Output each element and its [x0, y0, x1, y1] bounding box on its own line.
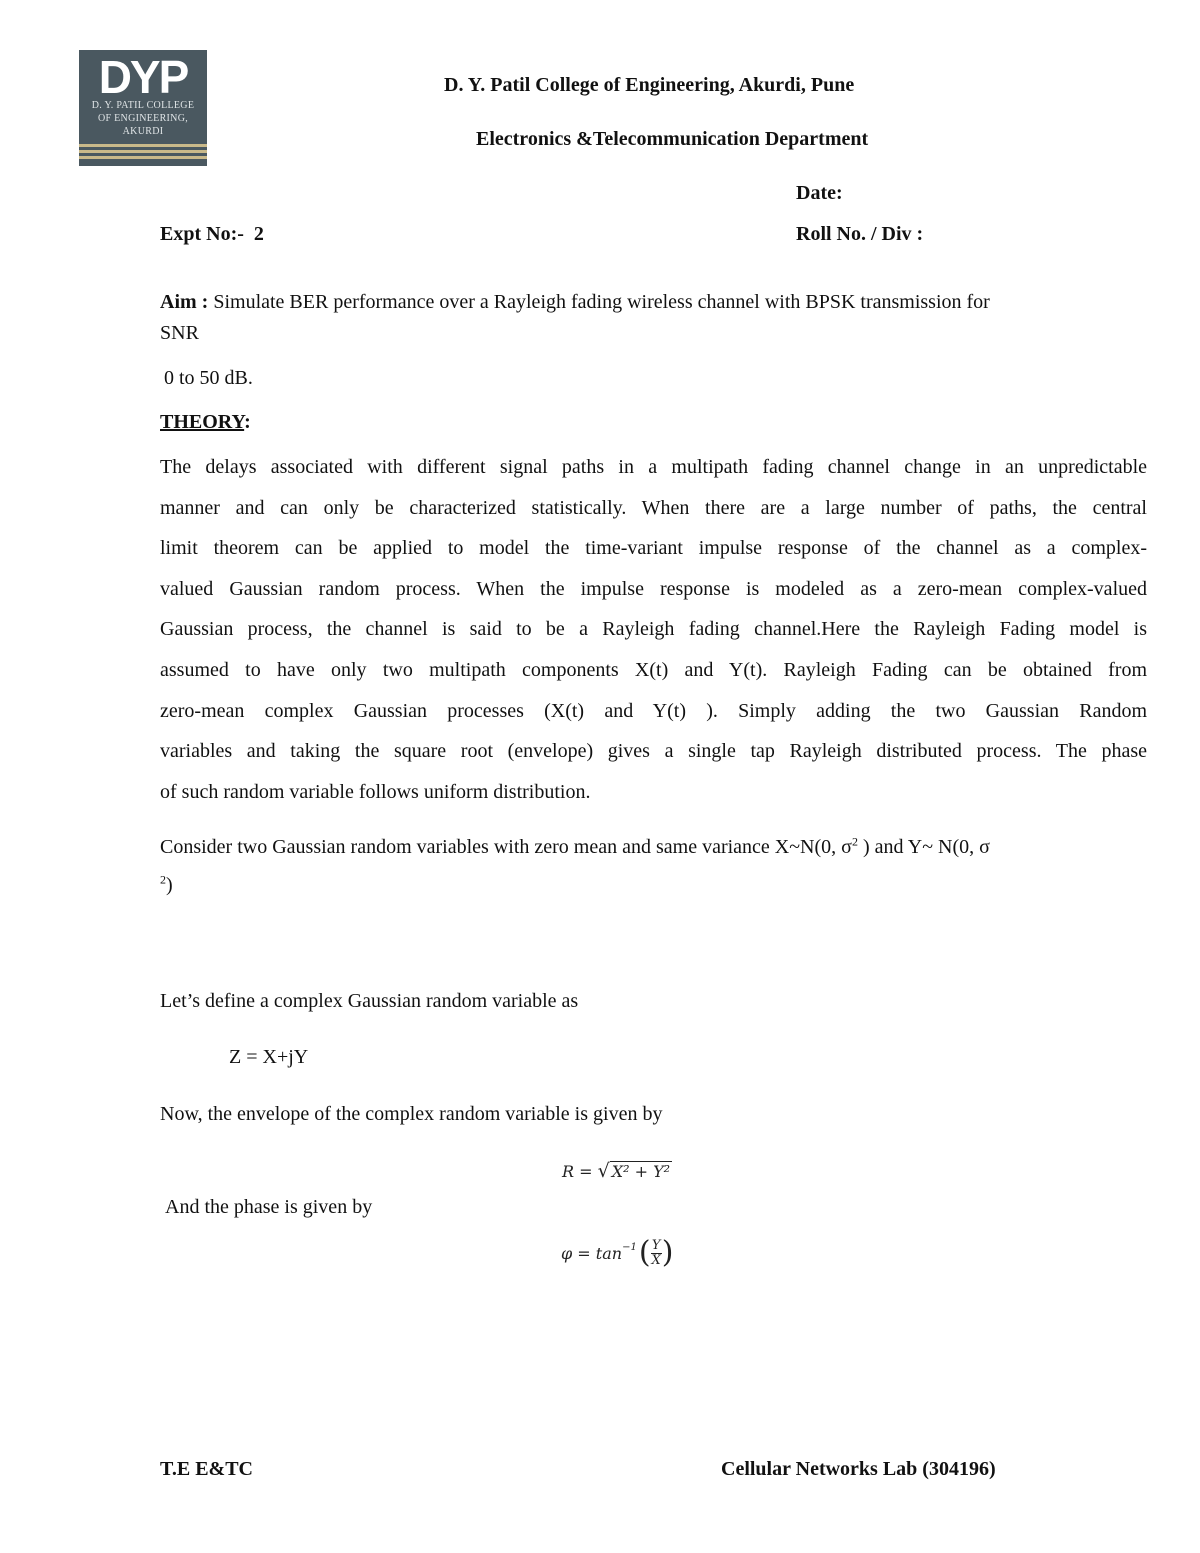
logo-stripe [79, 156, 207, 159]
theory-line: Gaussian process, the channel is said to be a Rayleigh fading channel.Here the Rayleigh Fading model is [160, 618, 1147, 641]
theory-heading-text: THEORY [160, 411, 245, 433]
r-eq-radicand: X² + Y² [611, 1162, 671, 1181]
phi-eq-lhs: φ = tan [561, 1243, 623, 1263]
footer-right: Cellular Networks Lab (304196) [721, 1458, 996, 1480]
aim-line-3: 0 to 50 dB. [164, 367, 253, 389]
expt-number: 2 [253, 223, 264, 245]
phi-denominator: X [651, 1252, 661, 1268]
r-equation [562, 1160, 672, 1182]
theory-line: zero-mean complex Gaussian processes (X(t) and Y(t) ). Simply adding the two Gaussian Random [160, 699, 1147, 722]
expt-no [160, 223, 264, 246]
logo-stripe [79, 150, 207, 153]
logo-line-1: D. Y. PATIL COLLEGE [91, 100, 195, 111]
r-eq-lhs: R = [562, 1162, 598, 1181]
theory-line: variables and taking the square root (envelope) gives a single tap Rayleigh distributed process. The phase [160, 740, 1147, 763]
sqrt-sign: √ [597, 1160, 610, 1182]
z-equation: Z = X+jY [229, 1046, 309, 1068]
define-line: Let’s define a complex Gaussian random variable as [160, 990, 579, 1012]
department-name: Electronics &Telecommunication Department [476, 128, 869, 150]
theory-line: assumed to have only two multipath components X(t) and Y(t). Rayleigh Fading can be obtained from [160, 658, 1147, 681]
college-name: D. Y. Patil College of Engineering, Akurdi, Pune [444, 74, 855, 96]
aim-line-2: SNR [160, 322, 199, 344]
footer-left: T.E E&TC [160, 1458, 253, 1480]
consider-line-2 [160, 874, 173, 897]
logo-stripe [79, 144, 207, 147]
theory-heading-colon: : [244, 411, 251, 433]
phi-eq-sup: −1 [622, 1241, 637, 1253]
roll-div-label: Roll No. / Div : [796, 223, 924, 245]
theory-heading [160, 411, 251, 434]
phi-fraction [651, 1239, 662, 1268]
theory-paragraph [160, 447, 1147, 812]
consider-text-b: ) and Y~ N(0, σ [857, 836, 990, 858]
theory-line: of such random variable follows uniform distribution. [160, 780, 591, 803]
aim-line-1 [160, 291, 990, 314]
consider-sup-1: 2 [851, 834, 858, 849]
consider-line [160, 836, 1147, 859]
phi-numerator: Y [651, 1237, 661, 1253]
consider-text-a: Consider two Gaussian random variables with zero mean and same variance X~N(0, σ [160, 836, 852, 858]
college-logo [79, 50, 207, 166]
phase-line: And the phase is given by [165, 1196, 373, 1218]
logo-mark: DYP [98, 51, 188, 103]
theory-line: limit theorem can be applied to model the time-variant impulse response of the channel as a complex- [160, 537, 1147, 560]
paren-close: ) [661, 1235, 674, 1270]
aim-text: Simulate BER performance over a Rayleigh fading wireless channel with BPSK transmission for [213, 291, 990, 313]
theory-line: valued Gaussian random process. When the impulse response is modeled as a zero-mean complex-valued [160, 577, 1147, 600]
consider-sup-2: 2 [160, 872, 166, 887]
date-label: Date: [796, 182, 843, 204]
logo-line-2: OF ENGINEERING, [97, 113, 189, 124]
theory-line: manner and can only be characterized statistically. When there are a large number of paths, the central [160, 496, 1147, 519]
phi-equation [561, 1235, 674, 1270]
logo-line-3: AKURDI [122, 126, 164, 137]
aim-label: Aim : [160, 291, 209, 313]
expt-label: Expt No:- [160, 223, 244, 245]
consider-text-c: ) [166, 874, 173, 896]
theory-line: The delays associated with different signal paths in a multipath fading channel change in an unpredictable [160, 456, 1147, 478]
paren-open: ( [638, 1235, 651, 1270]
envelope-line: Now, the envelope of the complex random variable is given by [160, 1103, 663, 1125]
